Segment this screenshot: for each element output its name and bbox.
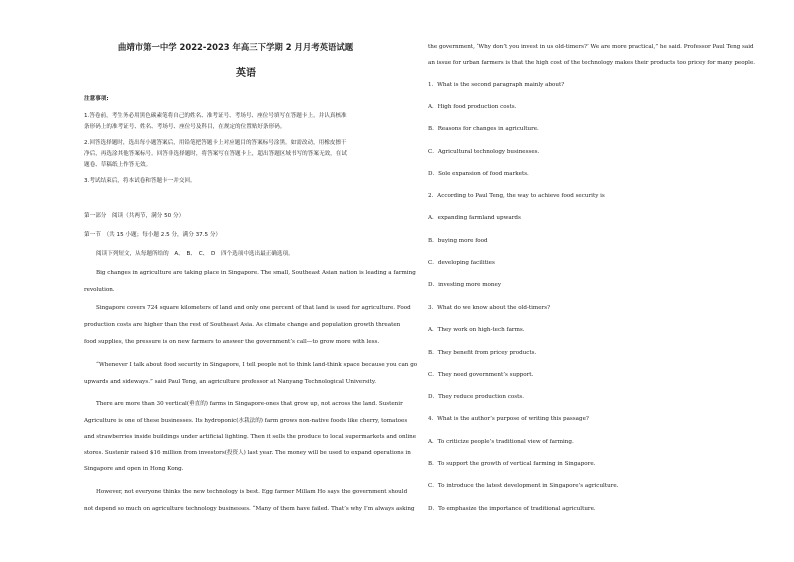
passage-line: “Whenever I talk about food security in Singapore, I tell people not to think land-think space because you can go bbox=[96, 362, 418, 368]
passage-line: and strawberries inside buildings under artificial lighting. Then it sells the produce to local supermarkets and online bbox=[84, 434, 417, 440]
question-option: C．Agricultural technology businesses. bbox=[428, 149, 540, 155]
question-option: B．To support the growth of vertical farming in Singapore. bbox=[428, 461, 596, 467]
question-stem: 4．What is the author’s purpose of writing this passage? bbox=[428, 416, 589, 422]
notice-item-1-cont: 条形码上的准考证号、姓名、考场号、座位号及科目，在规定的位置贴好条形码。 bbox=[84, 124, 286, 130]
passage-line: Singapore and open in Hong Kong. bbox=[84, 466, 184, 472]
question-stem: 3．What do we know about the old-timers? bbox=[428, 305, 551, 311]
section-sub-title: 第一节 （共 15 小题；每小题 2.5 分，满分 37.5 分） bbox=[84, 232, 222, 238]
question-option: D．To emphasize the importance of traditional agriculture. bbox=[428, 506, 596, 512]
question-option: B．buying more food bbox=[428, 238, 488, 244]
section-instruction: 阅读下列短文，从每题所给的 A、 B、 C、 D 四个选项中选出最正确选项。 bbox=[96, 251, 294, 257]
passage-line: an issue for urban farmers is that the high cost of the technology makes their products too pricey for many people. bbox=[428, 60, 756, 66]
passage-line: Singapore covers 724 square kilometers of land and only one percent of that land is used for agriculture. Food bbox=[96, 305, 411, 311]
question-option: A．They work on high-tech farms. bbox=[428, 327, 525, 333]
passage-line: the government, ‘Why don’t you invest in us old-timers?’ We are more practical,” he said. Professor Paul Teng said bbox=[428, 44, 754, 50]
passage-line: food supplies, the pressure is on new farmers to answer the government’s call—to grow more with less. bbox=[84, 339, 380, 345]
question-option: B．They benefit from pricey products. bbox=[428, 350, 537, 356]
passage-line: production costs are higher than the rest of Southeast Asia. As climate change and population growth threaten bbox=[84, 322, 401, 328]
notice-item-1: 1.答卷前，考生务必用黑色碳素笔将自己的姓名、准考证号、考场号、座位号填写在答题卡上，并认真核准 bbox=[84, 113, 347, 119]
passage-line: upwards and sideways.” said Paul Teng, an agriculture professor at Nanyang Technological University. bbox=[84, 379, 377, 385]
question-option: C．developing facilities bbox=[428, 260, 495, 266]
passage-line: Agriculture is one of these businesses. Its hydroponic(水栽法的) farm grows non-native foods like cherry, tomatoes bbox=[84, 418, 408, 424]
question-option: B．Reasons for changes in agriculture. bbox=[428, 126, 539, 132]
notice-item-2-cont: 净后，再选涂其他答案标号。回答非选择题时，将答案写在答题卡上，超出答题区域书写的答案无效，在试 bbox=[84, 151, 347, 157]
question-option: D．They reduce production costs. bbox=[428, 394, 525, 400]
passage-line: revolution. bbox=[84, 287, 115, 293]
notice-heading: 注意事项: bbox=[84, 96, 109, 102]
passage-line: not depend so much on agriculture technology businesses. “Many of them have failed. That’s why I’m always asking bbox=[84, 506, 415, 512]
section-part-title: 第一部分 阅读（共两节，满分 50 分） bbox=[84, 213, 185, 219]
question-option: A．expanding farmland upwards bbox=[428, 215, 521, 221]
question-option: C．To introduce the latest development in Singapore’s agriculture. bbox=[428, 483, 619, 489]
question-option: D．investing more money bbox=[428, 282, 501, 288]
question-option: A．High food production costs. bbox=[428, 104, 517, 110]
question-stem: 2．According to Paul Teng, the way to achieve food security is bbox=[428, 193, 605, 199]
notice-item-2-cont2: 题卷、草稿纸上作答无效。 bbox=[84, 162, 152, 168]
notice-item-2: 2.回答选择题时，选出每小题答案后，用铅笔把答题卡上对应题目的答案标号涂黑。如需改动，用橡皮擦干 bbox=[84, 140, 347, 146]
question-stem: 1．What is the second paragraph mainly about? bbox=[428, 82, 565, 88]
question-option: D．Sole expansion of food markets. bbox=[428, 171, 529, 177]
notice-item-3: 3.考试结束后，将本试卷和答题卡一并交回。 bbox=[84, 178, 196, 184]
question-option: C．They need government’s support. bbox=[428, 372, 534, 378]
passage-line: Big changes in agriculture are taking place in Singapore. The small, Southeast Asian nation is leading a farming bbox=[96, 270, 416, 276]
passage-line: stores. Sustenir raised $16 million from investors(投资人) last year. The money will be used to expand operations in bbox=[84, 450, 411, 456]
passage-line: There are more than 30 vertical(垂直的) farms in Singapore-ones that grow up, not across the land. Sustenir bbox=[96, 401, 403, 407]
subject-title: 英语 bbox=[236, 68, 256, 79]
exam-title: 曲靖市第一中学 2022-2023 年高三下学期 2 月月考英语试题 bbox=[118, 42, 354, 52]
passage-line: However, not everyone thinks the new technology is best. Egg farmer Millam Ho says the government should bbox=[96, 489, 408, 495]
question-option: A．To criticize people’s traditional view of farming. bbox=[428, 439, 574, 445]
